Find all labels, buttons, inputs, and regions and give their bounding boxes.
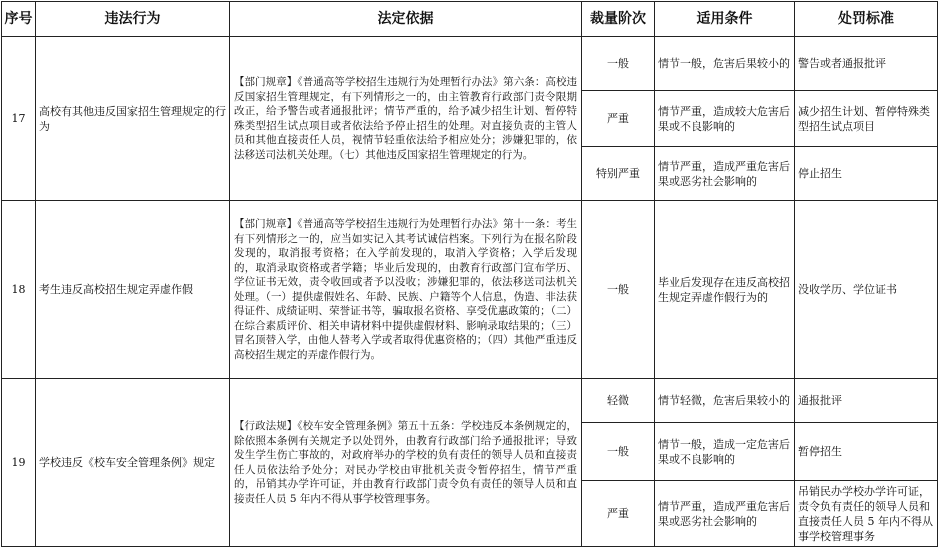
header-violation: 违法行为: [36, 2, 230, 37]
header-serial: 序号: [2, 2, 36, 37]
condition-cell: 毕业后发现存在违反高校招生规定弄虚作假行为的: [655, 201, 795, 379]
legal-basis-cell: 【部门规章】《普通高等学校招生违规行为处理暂行办法》第十一条：考生有下列情形之一的，应当如实记入其考试诚信档案。下列行为在报名阶段发现的，取消报考资格；在入学前发现的，取消入学资格；入学后发现的，取消录取资格或者学籍；毕业后发现的，由教育行政部门宣布学历、学位证书无效，责令收回或者予以没收；涉嫌犯罪的，依法移送司法机关处理。（一）提供虚假姓名、年龄、民族、户籍等个人信息，伪造、非法获得证件、成绩证明、荣誉证书等，骗取报名资格、享受优惠政策的；（二）在综合素质评价、相关申请材料中提供虚假材料、影响录取结果的；（三）冒名顶替入学，由他人替考入学或者取得优惠资格的；（四）其他严重违反高校招生规定的弄虚作假行为。: [230, 201, 582, 379]
condition-cell: 情节轻微，危害后果较小的: [655, 379, 795, 423]
header-row: [2, 2, 938, 37]
condition-cell: 情节严重，造成较大危害后果或不良影响的: [655, 91, 795, 147]
table-row: [2, 37, 938, 91]
header-penalty-standard: 处罚标准: [795, 2, 938, 37]
condition-cell: 情节一般，造成一定危害后果或不良影响的: [655, 423, 795, 481]
level-cell: 一般: [582, 37, 655, 91]
level-cell: 轻微: [582, 379, 655, 423]
penalty-cell: 停止招生: [795, 147, 938, 201]
violation-cell: 考生违反高校招生规定弄虚作假: [36, 201, 230, 379]
level-cell: 严重: [582, 481, 655, 547]
condition-cell: 情节严重，造成严重危害后果或恶劣社会影响的: [655, 481, 795, 547]
penalty-cell: 通报批评: [795, 379, 938, 423]
legal-basis-cell: 【行政法规】《校车安全管理条例》第五十五条：学校违反本条例规定的，除依照本条例有关规定予以处罚外，由教育行政部门给予通报批评；导致发生学生伤亡事故的，对政府举办的学校的负有责任的领导人员和直接责任人员依法给予处分；对民办学校由审批机关责令暂停招生，情节严重的，吊销其办学许可证，并由教育行政部门责令负有责任的领导人员和直接责任人员 5 年内不得从事学校管理事务。: [230, 379, 582, 547]
violation-cell: 高校有其他违反国家招生管理规定的行为: [36, 37, 230, 201]
legal-basis-cell: 【部门规章】《普通高等学校招生违规行为处理暂行办法》第六条：高校违反国家招生管理规定，有下列情形之一的，由主管教育行政部门责令限期改正，给予警告或者通报批评；情节严重的，给予减少招生计划、暂停特殊类型招生试点项目或者依法给予停止招生的处理。对直接负责的主管人员和其他直接责任人员，视情节轻重依法给予相应处分；涉嫌犯罪的，依法移送司法机关处理。（七）其他违反国家招生管理规定的行为。: [230, 37, 582, 201]
violation-cell: 学校违反《校车安全管理条例》规定: [36, 379, 230, 547]
header-legal-basis: 法定依据: [230, 2, 582, 37]
level-cell: 一般: [582, 201, 655, 379]
table-row: [2, 201, 938, 379]
penalty-cell: 吊销民办学校办学许可证，责令负有责任的领导人员和直接责任人员 5 年内不得从事学校管理事务: [795, 481, 938, 547]
penalty-cell: 没收学历、学位证书: [795, 201, 938, 379]
penalty-cell: 警告或者通报批评: [795, 37, 938, 91]
level-cell: 严重: [582, 91, 655, 147]
table-row: [2, 379, 938, 423]
header-applicable-condition: 适用条件: [655, 2, 795, 37]
level-cell: 一般: [582, 423, 655, 481]
penalty-discretion-table: [1, 1, 938, 547]
serial-number: 18: [2, 201, 36, 379]
serial-number: 19: [2, 379, 36, 547]
condition-cell: 情节严重，造成严重危害后果或恶劣社会影响的: [655, 147, 795, 201]
penalty-cell: 减少招生计划、暂停特殊类型招生试点项目: [795, 91, 938, 147]
serial-number: 17: [2, 37, 36, 201]
condition-cell: 情节一般，危害后果较小的: [655, 37, 795, 91]
level-cell: 特别严重: [582, 147, 655, 201]
penalty-cell: 暂停招生: [795, 423, 938, 481]
header-discretion-level: 裁量阶次: [582, 2, 655, 37]
